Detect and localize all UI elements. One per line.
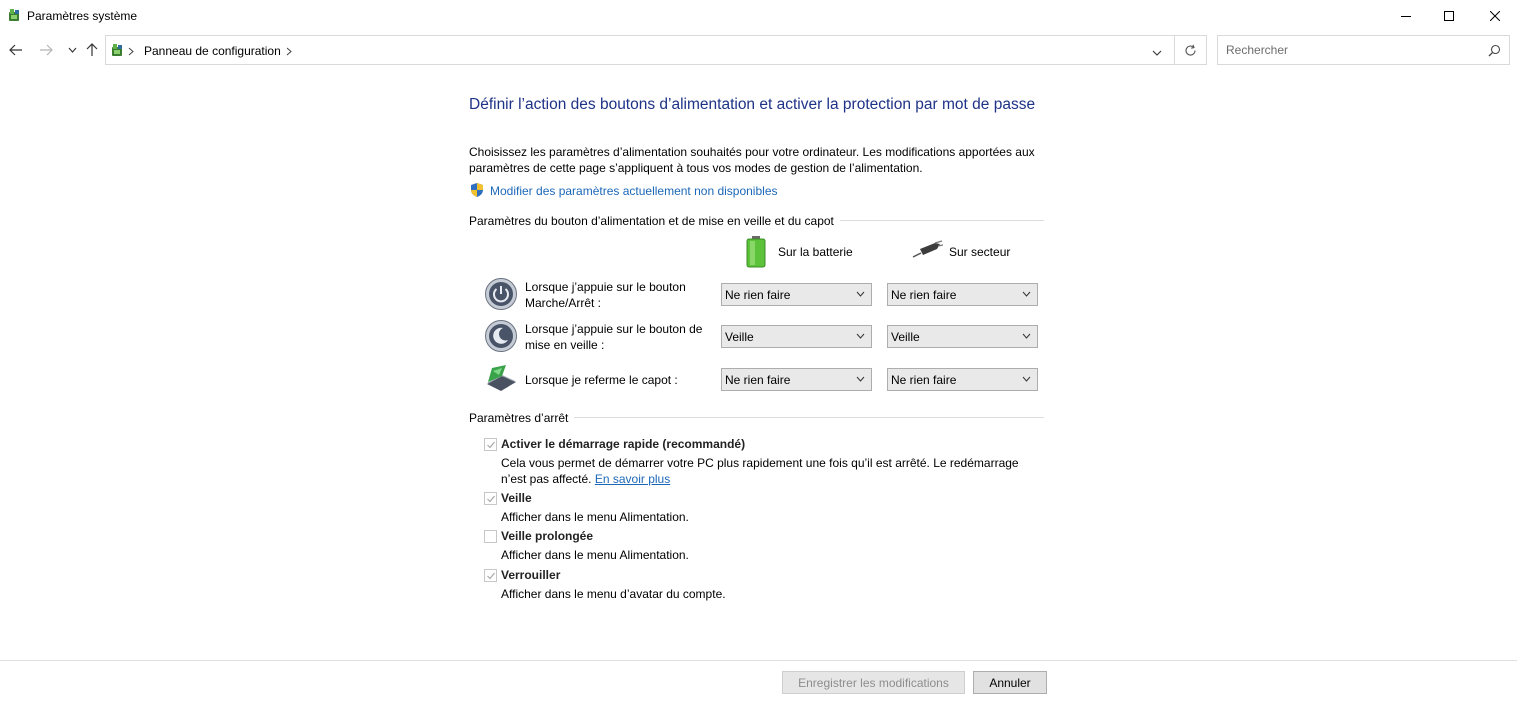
window-title: Paramètres système xyxy=(27,9,138,23)
fast-startup-checkbox[interactable] xyxy=(484,438,497,451)
power-button-setting-row xyxy=(484,277,1044,317)
chevron-right-icon[interactable] xyxy=(128,42,134,59)
search-input[interactable] xyxy=(1226,42,1476,58)
lock-option-label: Verrouiller xyxy=(501,568,561,582)
admin-settings-link[interactable]: Modifier des paramètres actuellement non disponibles xyxy=(490,184,778,198)
sleep-option-description: Afficher dans le menu Alimentation. xyxy=(501,510,689,524)
address-bar[interactable] xyxy=(105,35,1175,65)
breadcrumb-control-panel[interactable]: Panneau de configuration xyxy=(144,44,281,58)
ac-column-label: Sur secteur xyxy=(949,245,1011,259)
sleep-button-icon xyxy=(484,319,518,353)
power-plug-icon xyxy=(911,240,943,263)
battery-column-header xyxy=(744,236,874,268)
search-box[interactable] xyxy=(1217,35,1510,65)
battery-column-label: Sur la batterie xyxy=(778,245,853,259)
control-panel-icon xyxy=(109,42,125,58)
sleep-button-battery-select[interactable]: Veille xyxy=(721,325,872,348)
lid-setting-row xyxy=(484,362,1044,402)
search-icon[interactable] xyxy=(1488,44,1502,58)
cancel-button[interactable]: Annuler xyxy=(973,671,1047,694)
checkmark-icon xyxy=(486,494,496,504)
power-button-label: Lorsque j’appuie sur le bouton Marche/Arrêt : xyxy=(525,280,686,310)
page-title: Définir l’action des boutons d’alimentation et activer la protection par mot de passe xyxy=(469,96,1036,113)
power-button-ac-select[interactable]: Ne rien faire xyxy=(887,283,1038,306)
power-button-icon xyxy=(484,277,518,311)
sleep-option-label: Veille xyxy=(501,491,532,505)
refresh-button[interactable] xyxy=(1175,35,1207,65)
hibernate-option xyxy=(484,529,1049,563)
lid-ac-select[interactable]: Ne rien faire xyxy=(887,368,1038,391)
hibernate-option-description: Afficher dans le menu Alimentation. xyxy=(501,548,689,562)
sleep-button-setting-row xyxy=(484,319,1044,359)
save-changes-button[interactable]: Enregistrer les modifications xyxy=(782,671,965,694)
chevron-down-icon xyxy=(1022,291,1031,297)
address-dropdown-icon[interactable] xyxy=(1152,45,1164,57)
power-button-battery-select[interactable]: Ne rien faire xyxy=(721,283,872,306)
ac-column-header xyxy=(911,236,1041,268)
minimize-button[interactable] xyxy=(1383,0,1429,32)
sleep-option xyxy=(484,491,1049,525)
uac-shield-icon xyxy=(469,182,485,198)
checkmark-icon xyxy=(486,440,496,450)
chevron-down-icon xyxy=(856,333,865,339)
lid-battery-select[interactable]: Ne rien faire xyxy=(721,368,872,391)
maximize-button[interactable] xyxy=(1426,0,1472,32)
chevron-down-icon xyxy=(856,376,865,382)
learn-more-link[interactable]: En savoir plus xyxy=(594,472,671,486)
lock-option xyxy=(484,568,1049,602)
chevron-down-icon xyxy=(856,291,865,297)
battery-icon xyxy=(744,236,768,271)
up-arrow-icon[interactable] xyxy=(82,40,102,60)
back-arrow-icon[interactable] xyxy=(6,40,26,60)
sleep-button-ac-select[interactable]: Veille xyxy=(887,325,1038,348)
footer-divider xyxy=(0,660,1517,661)
fast-startup-label: Activer le démarrage rapide (recommandé) xyxy=(501,437,746,451)
chevron-down-icon xyxy=(1022,376,1031,382)
chevron-down-icon[interactable] xyxy=(62,40,82,60)
hibernate-checkbox[interactable] xyxy=(484,530,497,543)
fast-startup-option xyxy=(484,437,1049,487)
lock-option-description: Afficher dans le menu d’avatar du compte. xyxy=(501,587,726,601)
sleep-checkbox[interactable] xyxy=(484,492,497,505)
control-panel-icon xyxy=(6,7,22,23)
power-buttons-heading: Paramètres du bouton d’alimentation et de mise en veille et du capot xyxy=(469,214,840,228)
lock-checkbox[interactable] xyxy=(484,569,497,582)
close-button[interactable] xyxy=(1472,0,1517,32)
refresh-icon xyxy=(1184,44,1197,57)
lid-label: Lorsque je referme le capot : xyxy=(525,373,678,387)
laptop-lid-icon xyxy=(484,362,518,396)
chevron-right-icon[interactable] xyxy=(286,42,292,59)
sleep-button-label: Lorsque j’appuie sur le bouton de mise en veille : xyxy=(525,322,703,352)
shutdown-settings-heading: Paramètres d’arrêt xyxy=(469,411,574,425)
checkmark-icon xyxy=(486,571,496,581)
fast-startup-description: Cela vous permet de démarrer votre PC plus rapidement une fois qu’il est arrêté. Le redémarrage n’est pas affecté. En savoir plus xyxy=(501,456,1019,486)
hibernate-option-label: Veille prolongée xyxy=(501,529,594,543)
title-bar xyxy=(0,0,1517,32)
page-description: Choisissez les paramètres d’alimentation souhaités pour votre ordinateur. Les modifications apportées aux paramètres de cette page s’appliquent à tous vos modes de gestion de l’alimentation. xyxy=(469,145,1035,175)
navigation-bar xyxy=(0,32,1517,70)
chevron-down-icon xyxy=(1022,333,1031,339)
forward-arrow-icon[interactable] xyxy=(36,40,56,60)
